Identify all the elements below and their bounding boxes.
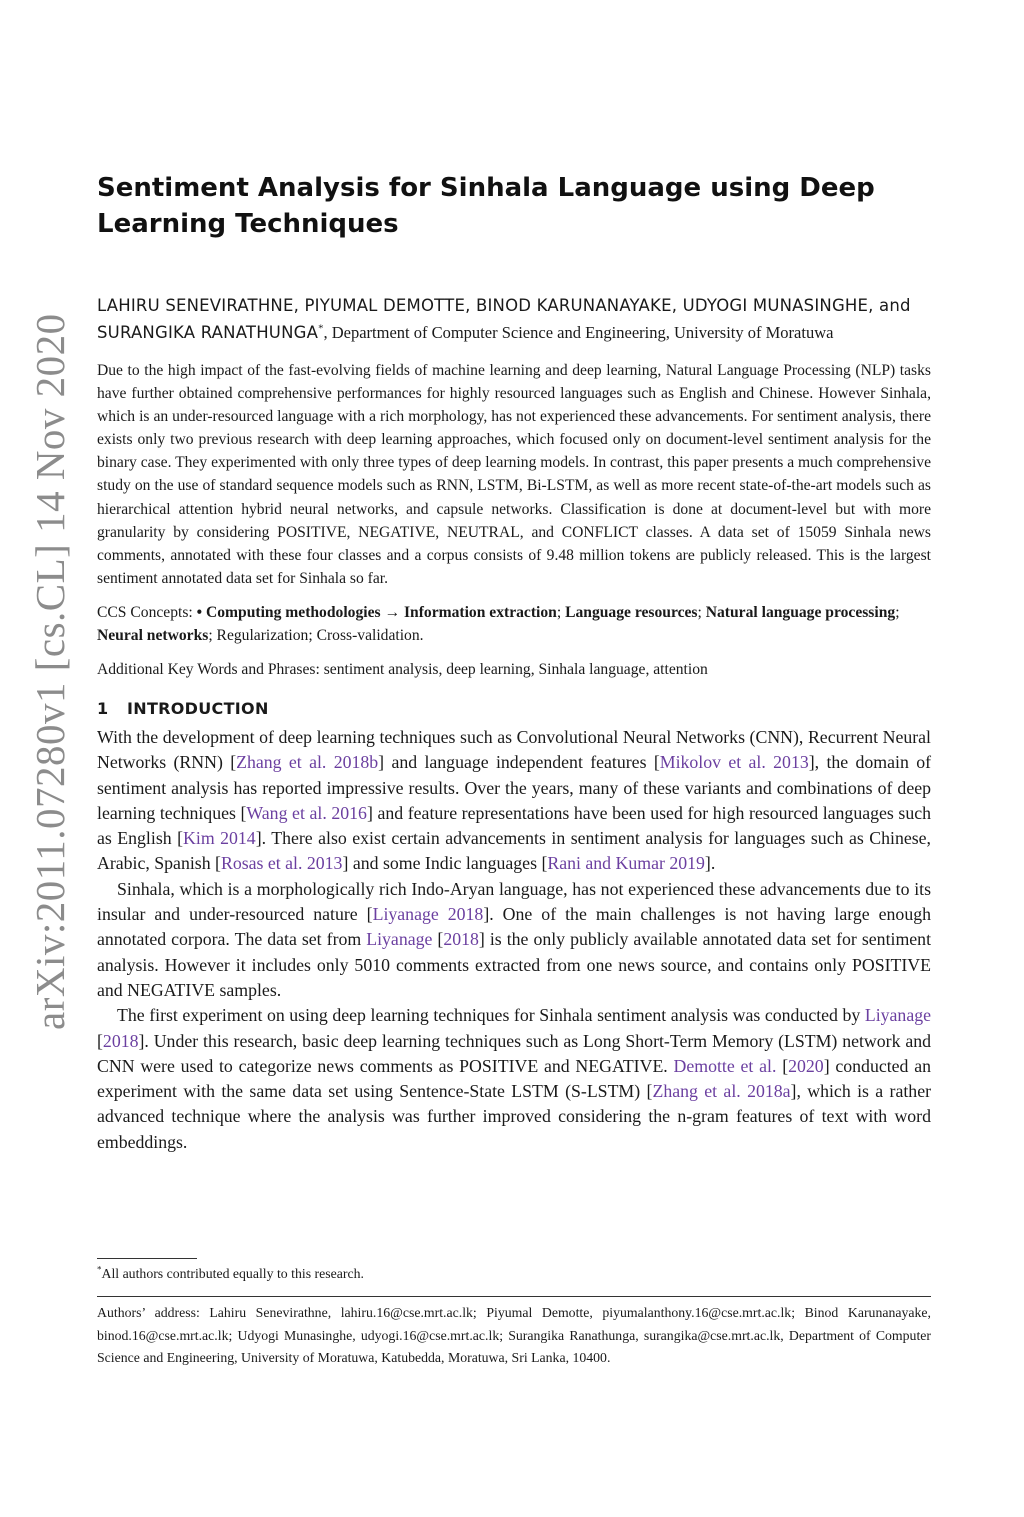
- citation-link[interactable]: 2018: [443, 929, 479, 950]
- text: ] and language independent features [: [378, 752, 660, 773]
- citation-link[interactable]: Demotte et al.: [673, 1055, 777, 1076]
- ccs-arrow: →: [380, 603, 404, 621]
- intro-paragraph-1: [97, 725, 931, 877]
- ccs-label: CCS Concepts:: [97, 603, 197, 621]
- ccs-concept-2: Information extraction: [403, 603, 557, 621]
- authors-address: Authors’ address: Lahiru Senevirathne, lahiru.16@cse.mrt.ac.lk; Piyumal Demotte, piyumalanthony.16@cse.mrt.ac.lk; Binod Karunanayake, binod.16@cse.mrt.ac.lk; Udyogi Munasinghe, udyogi.16@cse.mrt.ac.lk; Surangika Ranathunga, surangika@cse.mrt.ac.lk, Department of Computer Science and Engineering, University of Moratuwa, Katubedda, Moratuwa, Sri Lanka, 10400.: [97, 1305, 931, 1366]
- intro-paragraph-2: [97, 877, 931, 1003]
- paper-title: Sentiment Analysis for Sinhala Language using Deep Learning Techniques: [97, 173, 875, 239]
- text: ]. Under this research, basic deep learning techniques such as Long Short-Term Memory (LSTM) network and CNN were used to categorize news comments as POSITIVE and NEGATIVE.: [97, 1030, 931, 1076]
- keywords: Additional Key Words and Phrases: sentiment analysis, deep learning, Sinhala language, attention: [97, 660, 708, 678]
- abstract: Due to the high impact of the fast-evolving fields of machine learning and deep learning, Natural Language Processing (NLP) tasks have further obtained comprehensive performances for highly resourced languages such as English and Chinese. However Sinhala, which is an under-resourced language with a rich morphology, has not experienced these advancements. For sentiment analysis, there exists only two previous research with deep learning approaches, which focused only on document-level sentiment analysis for the binary case. They experimented with only three types of deep learning models. In contrast, this paper presents a much comprehensive study on the use of standard sequence models such as RNN, LSTM, Bi-LSTM, as well as more recent state-of-the-art models such as hierarchical attention hybrid neural networks, and capsule networks. Classification is done at document-level but with more granularity by considering POSITIVE, NEGATIVE, NEUTRAL, and CONFLICT classes. A data set of 15059 Sinhala news comments, annotated with these four classes and a corpus consists of 9.48 million tokens are publicly released. This is the largest sentiment annotated data set for Sinhala so far.: [97, 362, 931, 587]
- text: ] and some Indic languages [: [342, 853, 548, 874]
- citation-link[interactable]: Wang et al. 2016: [246, 802, 367, 823]
- text: ]. One of the main challenges is not having large enough annotated corpora. The data set from: [97, 904, 931, 950]
- text: [: [776, 1055, 789, 1076]
- footnote: [97, 1263, 931, 1285]
- citation-link[interactable]: Kim 2014: [183, 828, 256, 849]
- ccs-separator: ;: [697, 603, 706, 621]
- author-names: LAHIRU SENEVIRATHNE, PIYUMAL DEMOTTE, BINOD KARUNANAYAKE, UDYOGI MUNASINGHE, and SURANGIKA RANATHUNGA: [97, 296, 911, 342]
- citation-link[interactable]: 2020: [788, 1055, 824, 1076]
- ccs-rest: ; Regularization; Cross-validation.: [208, 626, 424, 644]
- text: ] is the only publicly available annotated data set for sentiment analysis. However it includes only 5010 comments extracted from one news source, and contains only POSITIVE and NEGATIVE samples.: [97, 929, 932, 1000]
- citation-link[interactable]: 2018: [102, 1030, 139, 1051]
- intro-paragraph-3: [97, 1003, 931, 1155]
- footnote-marker: *: [97, 1264, 102, 1275]
- citation-link[interactable]: Zhang et al. 2018b: [236, 752, 379, 773]
- author-block: [97, 292, 931, 346]
- citation-link[interactable]: Zhang et al. 2018a: [652, 1081, 791, 1102]
- ccs-concept-1: Computing methodologies: [206, 603, 381, 621]
- footnote-divider: [97, 1258, 197, 1259]
- text: [: [432, 929, 444, 950]
- section-number: 1: [97, 698, 109, 718]
- text: ].: [704, 853, 716, 874]
- arxiv-identifier: arXiv:2011.07280v1 [cs.CL] 14 Nov 2020: [27, 313, 73, 1030]
- citation-link[interactable]: Liyanage: [366, 929, 433, 950]
- text: Sinhala, which is a morphologically rich Indo-Aryan language, has not experienced these advancements due to its insular and under-resourced nature [: [97, 878, 931, 925]
- footnote-text: All authors contributed equally to this research.: [101, 1266, 364, 1281]
- citation-link[interactable]: Mikolov et al. 2013: [659, 752, 809, 773]
- text: The first experiment on using deep learning techniques for Sinhala sentiment analysis was conducted by: [117, 1005, 865, 1026]
- author-footnote-marker[interactable]: *: [318, 322, 324, 335]
- address-divider: [97, 1296, 931, 1297]
- section-title: INTRODUCTION: [127, 698, 269, 718]
- ccs-separator: ;: [556, 603, 566, 621]
- citation-link[interactable]: Rani and Kumar 2019: [547, 853, 705, 874]
- text: ]. There also exist certain advancements in sentiment analysis for languages such as Chinese, Arabic, Spanish [: [97, 828, 931, 874]
- citation-link[interactable]: Liyanage: [864, 1005, 931, 1026]
- author-affiliation: , Department of Computer Science and Engineering, University of Moratuwa: [323, 323, 834, 342]
- ccs-concept-5: Neural networks: [97, 626, 209, 644]
- text: With the development of deep learning techniques such as Convolutional Neural Networks (CNN), Recurrent Neural Networks (RNN) [: [97, 726, 931, 773]
- text: [: [97, 1030, 103, 1051]
- text: ] and feature representations have been used for high resourced languages such as English [: [97, 802, 931, 849]
- ccs-concepts: [97, 601, 931, 647]
- citation-link[interactable]: Rosas et al. 2013: [220, 853, 343, 874]
- text: ], the domain of sentiment analysis has reported impressive results. Over the years, many of these variants and combinations of deep learning techniques [: [97, 752, 932, 823]
- citation-link[interactable]: Liyanage 2018: [372, 904, 484, 925]
- text: ], which is a rather advanced technique where the analysis was further improved considering the n-gram features of text with word embeddings.: [97, 1081, 932, 1152]
- ccs-concept-4: Natural language processing: [705, 603, 896, 621]
- text: ] conducted an experiment with the same data set using Sentence-State LSTM (S-LSTM) [: [97, 1055, 932, 1102]
- ccs-concept-3: Language resources: [565, 603, 698, 621]
- section-heading: [97, 697, 931, 721]
- paper-body: [97, 170, 931, 1155]
- ccs-separator: ;: [895, 603, 900, 621]
- ccs-bullet: •: [196, 603, 206, 621]
